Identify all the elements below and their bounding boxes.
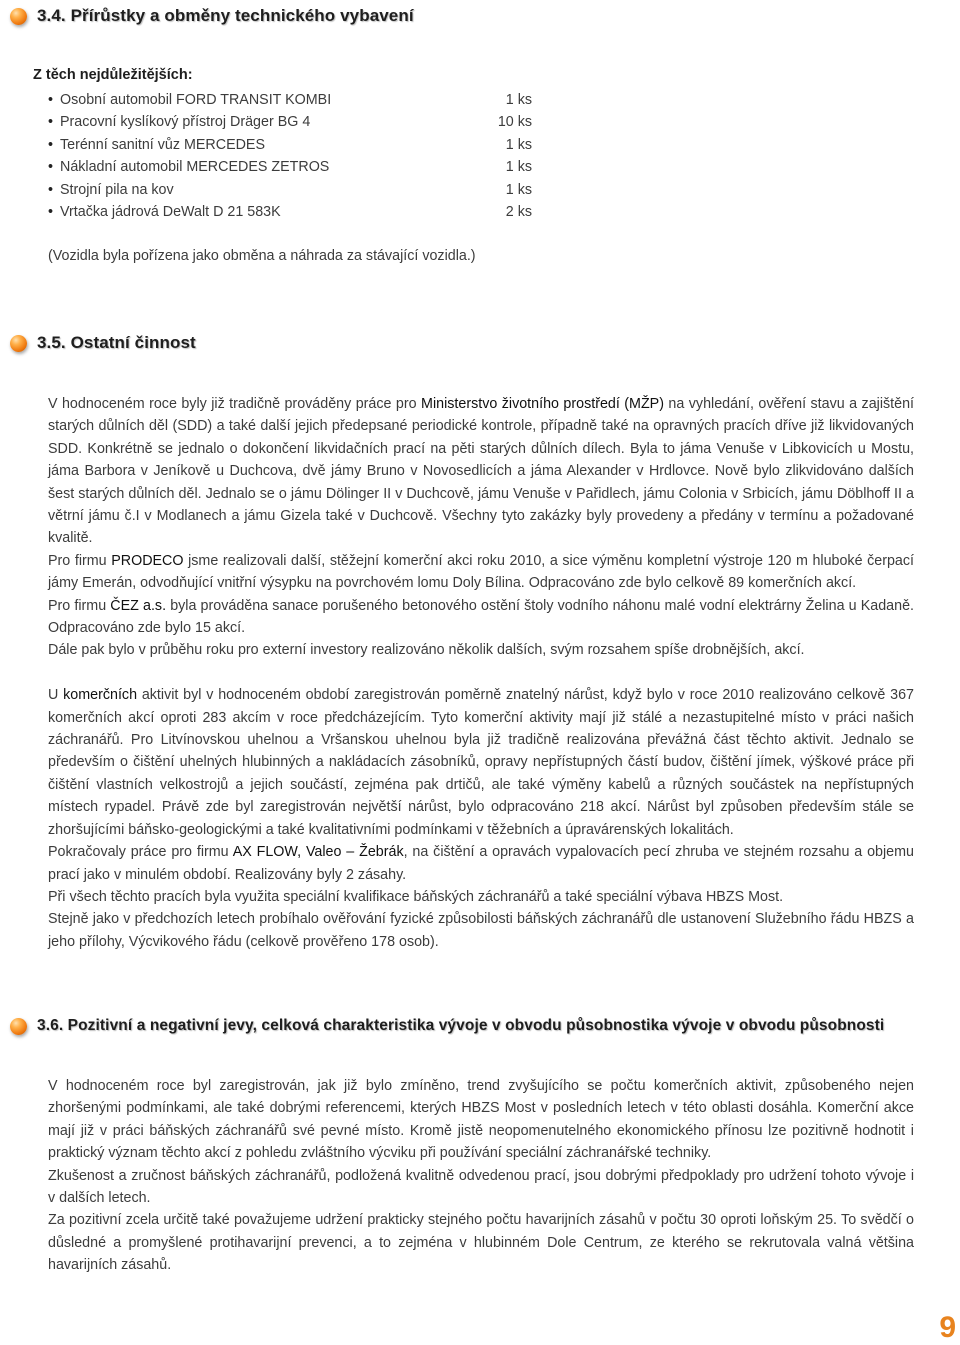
paragraph: Při všech těchto pracích byla využita speciální kvalifikace báňských záchranářů a také speciální výbava HBZS Most. — [48, 888, 784, 905]
vehicles-note: (Vozidla byla pořízena jako obměna a náhrada za stávající vozidla.) — [48, 248, 476, 264]
list-item — [48, 134, 532, 156]
section-heading-3-4 — [10, 6, 414, 26]
section-title: 3.6. Pozitivní a negativní jevy, celková charakteristika vývoje v obvodu působnostika vývoje v obvodu působnosti — [37, 1017, 885, 1034]
paragraph: Za pozitivní zcela určitě také považujeme udržení prakticky stejného počtu havarijních zásahů v počtu 30 oproti loňským 25. To svědčí o důsledné a promyšlené protihavarijní prevenci, a to zejména v hlubinném Dole Centrum, ze kterého se rekrutovala valná většina havarijních zásahů. — [48, 1212, 914, 1274]
paragraph: Zkušenost a zručnost báňských záchranářů, podložená kvalitně odvedenou prací, jsou dobrými předpoklady pro udržení tohoto vývoje i v dalších letech. — [48, 1167, 914, 1207]
list-item — [48, 111, 532, 133]
item-qty: 2 ks — [505, 203, 532, 220]
item-name: Vrtačka jádrová DeWalt D 21 583K — [60, 203, 281, 220]
highlight-text: AX FLOW, Valeo – Žebrák — [232, 844, 404, 861]
paragraph — [48, 550, 914, 595]
paragraph — [48, 841, 914, 886]
text: V hodnoceném roce byly již tradičně prováděny práce pro — [48, 396, 422, 412]
text: aktivit byl v hodnoceném období zaregistrován poměrně znatelný nárůst, když bylo v roce 2010 realizováno celkově 367 komerčních akcí oproti 283 akcím v roce předcházejícím. Tyto komerční aktivity mají již stálé a nezastupitelné místo v práci našich záchranářů. Pro Litvínovskou uhelnou a Vršanskou uhelnou byla již tradičně realizována převážná část těchto aktivit. Jednalo se především o čištění uhelných hlubinných a nakládacích zásobníků, opravy nepřístupných částí budov, čištění jímek, výškové práce při čištění vlastních velkostrojů a jejich součástí, zejména pak drtičů, ale také výměny kabelů a různých součástek na nepřístupných místech rypadel. Právě zde byl zaregistrován největší nárůst, bylo odpracováno 218 akcí. Nárůst byl způsoben především stále se zhoršujícími báňsko-geologickými a také kvalitativními podmínkami v těžebních a úpravárenských lokalitách. — [48, 687, 914, 838]
bullet-icon: • — [48, 181, 54, 198]
highlight-text: Ministerstvo životního prostředí (MŽP) — [421, 396, 664, 412]
bullet-icon: • — [48, 203, 54, 220]
text: Pokračovaly práce pro firmu — [48, 844, 233, 861]
paragraph — [48, 393, 914, 550]
paragraph — [48, 595, 914, 640]
item-qty: 1 ks — [505, 92, 532, 108]
item-name: Terénní sanitní vůz MERCEDES — [60, 136, 266, 153]
item-name: Pracovní kyslíkový přístroj Dräger BG 4 — [60, 114, 311, 131]
paragraph: Stejně jako v předchozích letech probíhalo ověřování fyzické způsobilosti báňských záchranářů dle ustanovení Služebního řádu HBZS a jeho přílohy, Výcvikového řádu (celkově prověřeno 178 osob). — [48, 911, 914, 950]
bullet-icon: • — [48, 114, 54, 131]
paragraph: V hodnoceném roce byl zaregistrován, jak již bylo zmíněno, trend zvyšujícího se počtu komerčních aktivit, způsobeného nejen zhoršenými podmínkami, ale také dobrými referencemi, kterých HBZS Most v posledních letech v této oblasti dosáhla. Komerční akce mají již v práci báňských záchranářů své pevné místo. Kromě jistě neopomenutelného ekonomického přínosu lze pozitivně hodnotit i praktický význam těchto akcí z pohledu zvláštního výcviku při používání speciální záchranářské techniky. — [48, 1078, 914, 1162]
text: Pro firmu — [48, 597, 111, 614]
highlight-text: PRODECO — [111, 552, 184, 569]
list-item — [48, 201, 532, 223]
orange-ball-bullet-icon — [10, 8, 27, 25]
paragraph: Dále pak bylo v průběhu roku pro externí investory realizováno několik dalších, svým rozsahem spíše drobnějších, akcí. — [48, 642, 805, 659]
list-item — [48, 179, 532, 201]
subtitle: Z těch nejdůležitějších: — [33, 67, 193, 83]
item-qty: 1 ks — [505, 181, 532, 198]
item-qty: 1 ks — [505, 159, 532, 176]
item-name: Strojní pila na kov — [60, 181, 174, 198]
text: byla prováděna sanace porušeného betonového ostění štoly vodního náhonu malé vodní elektrárny Želina u Kadaně. Odpracováno zde bylo 15 akcí. — [48, 597, 914, 637]
text: jsme realizovali další, stěžejní komerční akci roku 2010, a sice výměnu kompletní výstroje 120 m hluboké čerpací jámy Emerán, odvodňující vnitřní výsypku na povrchovém lomu Doly Bílina. Odpracováno zde bylo celkově 89 komerčních akcí. — [48, 552, 915, 592]
text: na vyhledání, ověření stavu a zajištění starých důlních děl (SDD) a také další jejich předepsané periodické kontrole, případně také na opravných pracích dříve již likvidovaných SDD. Konkrétně se jednalo o dokončení likvidačních prací na pěti starých důlních dílech. Byla to jáma Venuše v Libkovicích u Mostu, jáma Barbora v Jeníkově u Duchcova, dvě jámy Bruno v Novosedlicích a jáma Alexander v Hrdlovce. Nově bylo zlikvidováno dalších šest starých důlních děl. Jednalo se o jámu Dölinger II v Duchcově, jámu Venuše v Pařidlech, jámu Colonia v Srbicích, jámu Döblhoff II a větrní jámu č.I v Modlanech a jámu Gizela také v Duchcově. Všechny tyto zakázky byly provedeny a předány v termínu a požadované kvalitě. — [48, 396, 914, 547]
paragraph — [48, 684, 914, 841]
item-name: Nákladní automobil MERCEDES ZETROS — [60, 159, 330, 176]
text: , na čištění a opravách vypalovacích pecí zhruba ve stejném rozsahu a objemu prací jako v minulém období. Realizovány byly 2 zásahy. — [48, 844, 914, 883]
text: U — [48, 687, 64, 704]
section-title: 3.5. Ostatní činnost — [37, 333, 196, 352]
orange-ball-bullet-icon — [10, 335, 27, 352]
page-number: 9 — [939, 1311, 956, 1344]
section-heading-3-6 — [10, 1017, 884, 1035]
orange-ball-bullet-icon — [10, 1018, 27, 1035]
section-title: 3.4. Přírůstky a obměny technického vybavení — [37, 6, 414, 25]
bullet-icon: • — [48, 136, 54, 153]
bullet-icon: • — [48, 159, 54, 176]
section-heading-3-5 — [10, 333, 196, 353]
list-item — [48, 156, 532, 178]
equipment-list — [48, 89, 532, 223]
bullet-icon: • — [48, 92, 54, 108]
text: Pro firmu — [48, 552, 112, 569]
item-name: Osobní automobil FORD TRANSIT KOMBI — [60, 92, 332, 108]
highlight-text: komerčních — [63, 687, 138, 704]
list-item — [48, 89, 532, 111]
section-3-5-body — [48, 393, 914, 953]
item-qty: 1 ks — [505, 136, 532, 153]
section-3-6-body — [48, 1075, 914, 1277]
highlight-text: ČEZ a.s. — [110, 597, 167, 614]
item-qty: 10 ks — [497, 114, 532, 131]
